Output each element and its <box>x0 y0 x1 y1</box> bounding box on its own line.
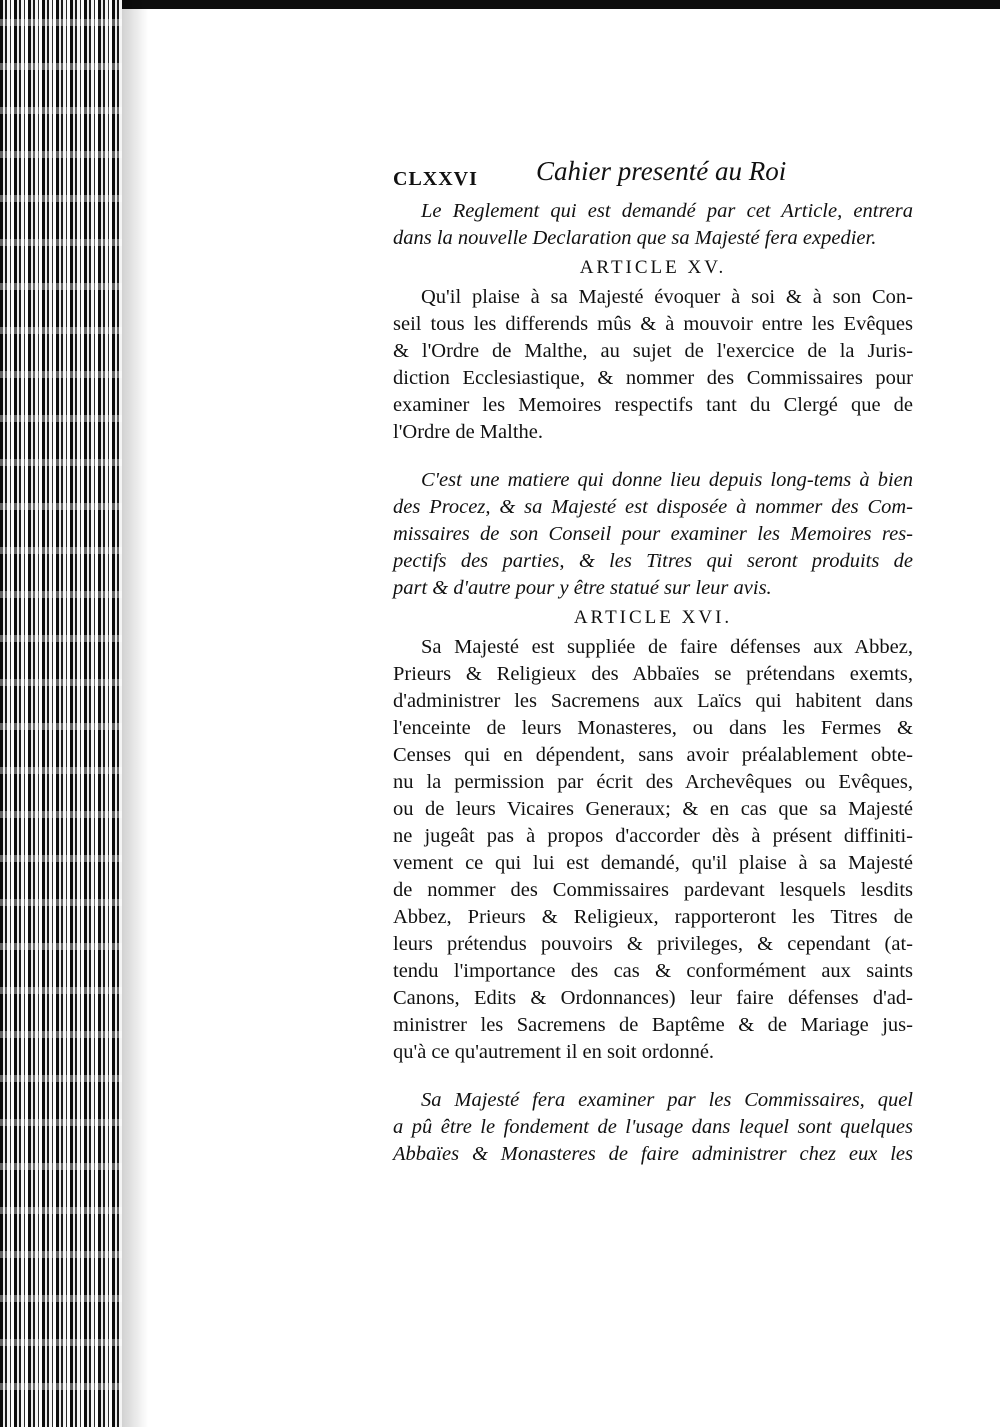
text-line: l'enceinte de leurs Monasteres, ou dans les Fermes & <box>393 717 913 739</box>
response-paragraph <box>393 467 913 602</box>
text-line: seil tous les differends mûs & à mouvoir entre les Evêques <box>393 313 913 335</box>
response-paragraph <box>393 1087 913 1168</box>
running-title: Cahier presenté au Roi <box>536 156 787 186</box>
text-line: de nommer des Commissaires pardevant lesquels lesdits <box>393 879 913 901</box>
gutter-shadow <box>122 0 148 1427</box>
article-heading: ARTICLE XV. <box>579 257 727 278</box>
text-line: l'Ordre de Malthe. <box>393 421 543 443</box>
text-line: Sa Majesté fera examiner par les Commissaires, quel <box>421 1089 913 1111</box>
text-line: des Procez, & sa Majesté est disposée à nommer des Com- <box>393 496 913 518</box>
page-header <box>393 158 913 198</box>
text-line: qu'à ce qu'autrement il en soit ordonné. <box>393 1041 715 1063</box>
text-line: & l'Ordre de Malthe, au sujet de l'exercice de la Juris- <box>393 340 913 362</box>
paragraph-gap <box>393 1066 913 1087</box>
text-line: Sa Majesté est suppliée de faire défenses aux Abbez, <box>421 636 913 658</box>
text-line: ministrer les Sacremens de Baptême & de Mariage jus- <box>393 1014 913 1036</box>
article-paragraph <box>393 634 913 1066</box>
text-line: tendu l'importance des cas & conformément aux saints <box>393 960 913 982</box>
text-line: d'administrer les Sacremens aux Laïcs qui habitent dans <box>393 690 913 712</box>
text-line: Abbaïes & Monasteres de faire administrer chez eux les <box>393 1143 913 1165</box>
text-line: leurs prétendus pouvoirs & privileges, & cependant (at- <box>393 933 913 955</box>
text-line: ne jugeât pas à propos d'accorder dès à présent diffiniti- <box>393 825 913 847</box>
text-line: pectifs des parties, & les Titres qui seront produits de <box>393 550 913 572</box>
folio-number: CLXXVI <box>393 168 478 190</box>
text-line: Qu'il plaise à sa Majesté évoquer à soi & à son Con- <box>421 286 913 308</box>
body-blocks <box>393 198 913 1168</box>
text-line: Prieurs & Religieux des Abbaïes se prétendans exemts, <box>393 663 913 685</box>
text-line: Le Reglement qui est demandé par cet Article, entrera <box>421 200 913 222</box>
text-line: vement ce qui lui est demandé, qu'il plaise à sa Majesté <box>393 852 913 874</box>
text-line: C'est une matiere qui donne lieu depuis long-tems à bien <box>421 469 913 491</box>
article-heading: ARTICLE XVI. <box>573 607 733 628</box>
article-paragraph <box>393 284 913 446</box>
text-line: ou de leurs Vicaires Generaux; & en cas que sa Majesté <box>393 798 913 820</box>
scan-top-edge <box>0 0 1000 9</box>
text-line: examiner les Memoires respectifs tant du Clergé que de <box>393 394 913 416</box>
paragraph-gap <box>393 446 913 467</box>
text-line: diction Ecclesiastique, & nommer des Commissaires pour <box>393 367 913 389</box>
text-line: part & d'autre pour y être statué sur leur avis. <box>393 577 772 599</box>
book-fore-edge <box>0 0 122 1427</box>
page-text <box>393 158 913 1168</box>
text-line: a pû être le fondement de l'usage dans lequel sont quelques <box>393 1116 913 1138</box>
text-line: Abbez, Prieurs & Religieux, rapporteront les Titres de <box>393 906 913 928</box>
text-line: Canons, Edits & Ordonnances) leur faire défenses d'ad- <box>393 987 913 1009</box>
response-paragraph <box>393 198 913 252</box>
text-line: Censes qui en dépendent, sans avoir préalablement obte- <box>393 744 913 766</box>
text-line: nu la permission par écrit des Archevêques ou Evêques, <box>393 771 913 793</box>
text-line: missaires de son Conseil pour examiner les Memoires res- <box>393 523 913 545</box>
text-line: dans la nouvelle Declaration que sa Majesté fera expedier. <box>393 227 877 249</box>
